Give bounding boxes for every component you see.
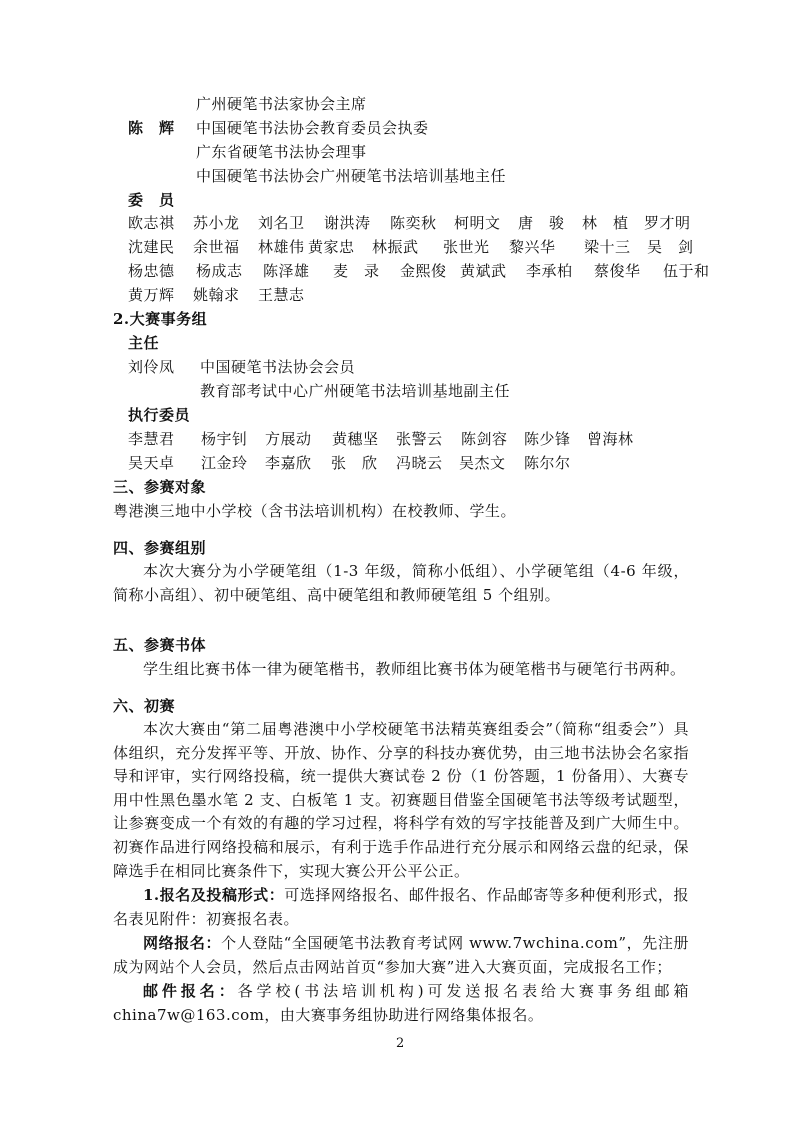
member-name: 沈建民 xyxy=(128,238,175,256)
director-title-1: 中国硬笔书法协会会员 xyxy=(200,358,356,376)
member-name: 张世光 xyxy=(443,238,490,256)
chen-hui-title-1: 中国硬笔书法协会教育委员会执委 xyxy=(196,119,429,137)
member-name: 林 植 xyxy=(582,214,629,232)
member-name: 陈泽雄 xyxy=(263,262,310,280)
online-registration-label: 网络报名： xyxy=(143,934,222,952)
exec-member-name: 吴天卓 xyxy=(128,454,175,472)
section-4-text: 本次大赛分为小学硬笔组（1-3 年级，简称小低组）、小学硬笔组（4-6 年级，简称小高组）、初中硬笔组、高中硬笔组和教师硬笔组 5 个组别。 xyxy=(113,562,689,604)
chen-hui-title-3: 中国硬笔书法协会广州硬笔书法培训基地主任 xyxy=(196,167,507,185)
online-registration-text: 个人登陆“全国硬笔书法教育考试网 www.7wchina.com”，先注册成为网站个人会员，然后点击网站首页“参加大赛”进入大赛页面，完成报名工作； xyxy=(113,934,689,976)
exec-member-name: 张 欣 xyxy=(331,454,378,472)
member-name: 王慧志 xyxy=(258,286,305,304)
member-name: 黄斌武 xyxy=(460,262,507,280)
exec-member-name: 张警云 xyxy=(396,430,443,448)
exec-member-name: 方展动 xyxy=(265,430,312,448)
section-5-text: 学生组比赛书体一律为硬笔楷书，教师组比赛书体为硬笔楷书与硬笔行书两种。 xyxy=(143,660,686,678)
exec-heading: 执行委员 xyxy=(128,406,191,424)
members-row-2 xyxy=(128,236,708,258)
exec-member-name: 曾海林 xyxy=(587,430,634,448)
member-name: 林雄伟 xyxy=(258,238,305,256)
member-name: 梁十三 xyxy=(584,238,631,256)
director-heading: 主任 xyxy=(128,334,160,352)
members-row-1 xyxy=(128,212,708,234)
exec-member-name: 黄穗坚 xyxy=(332,430,379,448)
exec-row-1 xyxy=(128,428,688,450)
member-name: 余世福 xyxy=(193,238,240,256)
member-name: 谢洪涛 xyxy=(324,214,371,232)
section-4-heading: 四、参赛组别 xyxy=(113,539,207,557)
member-name: 苏小龙 xyxy=(193,214,240,232)
members-row-4 xyxy=(128,284,708,306)
members-heading: 委 员 xyxy=(128,191,175,209)
exec-member-name: 杨宇钊 xyxy=(201,430,248,448)
online-registration-paragraph xyxy=(113,932,689,979)
member-name: 金熙俊 xyxy=(400,262,447,280)
email-registration-paragraph xyxy=(113,980,689,1027)
member-name: 吴 剑 xyxy=(647,238,694,256)
member-name: 杨忠德 xyxy=(128,262,175,280)
director-title-2: 教育部考试中心广州硬笔书法培训基地副主任 xyxy=(200,382,511,400)
member-name: 黄家忠 xyxy=(308,238,355,256)
exec-member-name: 李慧君 xyxy=(128,430,175,448)
chen-hui-name: 陈 辉 xyxy=(128,119,175,137)
member-name: 蔡俊华 xyxy=(594,262,641,280)
section-6-1-label: 1.报名及投稿形式： xyxy=(143,886,285,904)
member-name: 黄万辉 xyxy=(128,286,175,304)
member-name: 唐 骏 xyxy=(518,214,565,232)
member-name: 罗才明 xyxy=(644,214,691,232)
email-registration-label: 邮件报名： xyxy=(143,982,238,1000)
member-name: 李承柏 xyxy=(526,262,573,280)
exec-row-2 xyxy=(128,452,688,474)
section-5-heading: 五、参赛书体 xyxy=(113,636,207,654)
section-3-heading: 三、参赛对象 xyxy=(113,478,207,496)
exec-member-name: 李嘉欣 xyxy=(265,454,312,472)
section-6-text: 本次大赛由“第二届粤港澳中小学校硬笔书法精英赛组委会”（简称“组委会”）具体组织，充分发挥平等、开放、协作、分享的科技办赛优势，由三地书法协会名家指导和评审，实行网络投稿，统一提供大赛试卷 2 份（1 份答题，1 份备用）、大赛专用中性黑色墨水笔 2 支、白板笔 1 支。初赛题目借鉴全国硬笔书法等级考试题型，让参赛变成一个有效的有趣的学习过程，将科学有效的写字技能普及到广大师生中。初赛作品进行网络投稿和展示，有利于选手作品进行充分展示和网络云盘的纪录，保障选手在相同比赛条件下，实现大赛公开公平公正。 xyxy=(113,720,689,880)
member-name: 麦 录 xyxy=(333,262,380,280)
exec-member-name: 陈尔尔 xyxy=(524,454,571,472)
director-name: 刘伶凤 xyxy=(128,358,175,376)
section-6-heading: 六、初赛 xyxy=(113,697,176,715)
member-name: 陈奕秋 xyxy=(390,214,437,232)
members-row-3 xyxy=(128,260,708,282)
member-name: 黎兴华 xyxy=(509,238,556,256)
member-name: 杨成志 xyxy=(196,262,243,280)
section-6-1-paragraph xyxy=(113,884,689,931)
exec-member-name: 吴杰文 xyxy=(459,454,506,472)
page-number: 2 xyxy=(396,1036,405,1051)
member-name: 姚翰求 xyxy=(193,286,240,304)
exec-member-name: 江金玲 xyxy=(201,454,248,472)
section-6-1-text: 可选择网络报名、邮件报名、作品邮寄等多种便利形式，报名表见附件：初赛报名表。 xyxy=(113,886,689,928)
exec-member-name: 陈剑容 xyxy=(461,430,508,448)
section-3-text: 粤港澳三地中小学校（含书法培训机构）在校教师、学生。 xyxy=(113,502,517,520)
exec-member-name: 陈少锋 xyxy=(524,430,571,448)
guangzhou-chair-title: 广州硬笔书法家协会主席 xyxy=(196,95,367,113)
exec-member-name: 冯晓云 xyxy=(396,454,443,472)
member-name: 刘名卫 xyxy=(258,214,305,232)
member-name: 伍于和 xyxy=(663,262,710,280)
chen-hui-title-2: 广东省硬笔书法协会理事 xyxy=(196,143,367,161)
member-name: 林振武 xyxy=(372,238,419,256)
member-name: 欧志祺 xyxy=(128,214,175,232)
member-name: 柯明文 xyxy=(454,214,501,232)
email-registration-text: 各学校(书法培训机构)可发送报名表给大赛事务组邮箱 china7w@163.com，由大赛事务组协助进行网络集体报名。 xyxy=(113,982,689,1024)
affairs-heading: 2.大赛事务组 xyxy=(113,310,208,328)
